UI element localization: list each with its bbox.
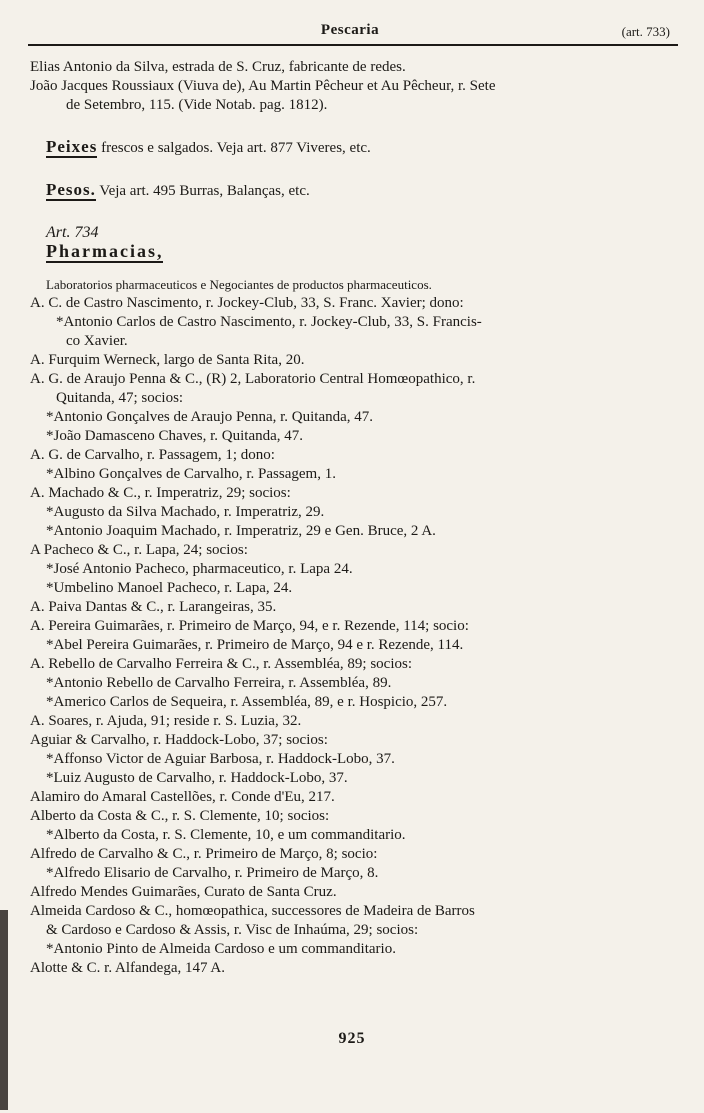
entry-line: Alberto da Costa & C., r. S. Clemente, 10; socios: bbox=[30, 808, 330, 824]
peixes-section bbox=[30, 137, 680, 158]
entry-line: A. Paiva Dantas & C., r. Larangeiras, 35. bbox=[30, 599, 277, 615]
peixes-text: frescos e salgados. Veja art. 877 Viveres, etc. bbox=[101, 140, 371, 156]
entry-line: Alamiro do Amaral Castellões, r. Conde d'Eu, 217. bbox=[30, 789, 335, 805]
entry-line: co Xavier. bbox=[66, 333, 128, 349]
entry-line: A. G. de Carvalho, r. Passagem, 1; dono: bbox=[30, 447, 275, 463]
entry-line: *Alfredo Elisario de Carvalho, r. Primeiro de Março, 8. bbox=[46, 865, 379, 881]
header-rule bbox=[28, 44, 678, 46]
page-number: 925 bbox=[338, 1030, 366, 1047]
entry-line: *Alberto da Costa, r. S. Clemente, 10, e um commanditario. bbox=[46, 827, 406, 843]
entry-line: A Pacheco & C., r. Lapa, 24; socios: bbox=[30, 542, 248, 558]
pesos-section bbox=[30, 180, 680, 201]
entry-line: *João Damasceno Chaves, r. Quitanda, 47. bbox=[46, 428, 304, 444]
entry-line: *Umbelino Manoel Pacheco, r. Lapa, 24. bbox=[46, 580, 293, 596]
page-body bbox=[30, 58, 680, 978]
entry-line: A. Furquim Werneck, largo de Santa Rita, 20. bbox=[30, 352, 305, 368]
article-title-row bbox=[30, 242, 680, 263]
text-line: de Setembro, 115. (Vide Notab. pag. 1812). bbox=[66, 97, 328, 113]
entry-line: *Abel Pereira Guimarães, r. Primeiro de Março, 94 e r. Rezende, 114. bbox=[46, 637, 464, 653]
article-reference: (art. 733) bbox=[621, 24, 670, 39]
entry-line: *Luiz Augusto de Carvalho, r. Haddock-Lobo, 37. bbox=[46, 770, 348, 786]
entry-line: A. Machado & C., r. Imperatriz, 29; socios: bbox=[30, 485, 291, 501]
article-number: Art. 734 bbox=[46, 224, 99, 241]
entry-line: Aguiar & Carvalho, r. Haddock-Lobo, 37; socios: bbox=[30, 732, 328, 748]
entry-line: A. G. de Araujo Penna & C., (R) 2, Laboratorio Central Homœopathico, r. bbox=[30, 371, 476, 387]
entry-line: *Antonio Gonçalves de Araujo Penna, r. Quitanda, 47. bbox=[46, 409, 374, 425]
article-title: Pharmacias, bbox=[46, 241, 164, 261]
entry-line: *Albino Gonçalves de Carvalho, r. Passagem, 1. bbox=[46, 466, 336, 482]
entry-line: Almeida Cardoso & C., homœopathica, successores de Madeira de Barros bbox=[30, 903, 475, 919]
entry-line: A. Pereira Guimarães, r. Primeiro de Março, 94, e r. Rezende, 114; socio: bbox=[30, 618, 469, 634]
pesos-text: Veja art. 495 Burras, Balanças, etc. bbox=[99, 183, 310, 199]
entry-line: & Cardoso e Cardoso & Assis, r. Visc de Inhaúma, 29; socios: bbox=[46, 922, 419, 938]
entry-line: *Antonio Pinto de Almeida Cardoso e um commanditario. bbox=[46, 941, 396, 957]
text-line: João Jacques Roussiaux (Viuva de), Au Martin Pêcheur et Au Pêcheur, r. Sete bbox=[30, 78, 496, 94]
entry-line: A. Soares, r. Ajuda, 91; reside r. S. Luzia, 32. bbox=[30, 713, 302, 729]
running-title: Pescaria bbox=[320, 22, 380, 38]
entry-line: *Antonio Carlos de Castro Nascimento, r. Jockey-Club, 33, S. Francis- bbox=[56, 314, 482, 330]
entry-line: *Antonio Rebello de Carvalho Ferreira, r. Assembléa, 89. bbox=[46, 675, 392, 691]
entry-line: *Antonio Joaquim Machado, r. Imperatriz, 29 e Gen. Bruce, 2 A. bbox=[46, 523, 436, 539]
entry-line: *Augusto da Silva Machado, r. Imperatriz, 29. bbox=[46, 504, 325, 520]
pesos-title: Pesos. bbox=[46, 180, 96, 199]
entry-line: *Affonso Victor de Aguiar Barbosa, r. Haddock-Lobo, 37. bbox=[46, 751, 395, 767]
entry-line: Quitanda, 47; socios: bbox=[56, 390, 184, 406]
peixes-title: Peixes bbox=[46, 137, 98, 156]
page-edge-shadow bbox=[0, 910, 8, 1110]
entry-line: A. Rebello de Carvalho Ferreira & C., r. Assembléa, 89; socios: bbox=[30, 656, 413, 672]
text-line: Elias Antonio da Silva, estrada de S. Cruz, fabricante de redes. bbox=[30, 59, 406, 75]
entry-line: Alfredo de Carvalho & C., r. Primeiro de Março, 8; socio: bbox=[30, 846, 378, 862]
page-header bbox=[30, 22, 670, 44]
entry-line: *José Antonio Pacheco, pharmaceutico, r. Lapa 24. bbox=[46, 561, 353, 577]
article-intro: Laboratorios pharmaceuticos e Negociantes de productos pharmaceuticos. bbox=[46, 277, 432, 292]
entry-line: A. C. de Castro Nascimento, r. Jockey-Club, 33, S. Franc. Xavier; dono: bbox=[30, 295, 464, 311]
entry-line: *Americo Carlos de Sequeira, r. Assembléa, 89, e r. Hospicio, 257. bbox=[46, 694, 448, 710]
entry-line: Alotte & C. r. Alfandega, 147 A. bbox=[30, 960, 225, 976]
entry-line: Alfredo Mendes Guimarães, Curato de Santa Cruz. bbox=[30, 884, 337, 900]
entries-list bbox=[30, 294, 680, 978]
